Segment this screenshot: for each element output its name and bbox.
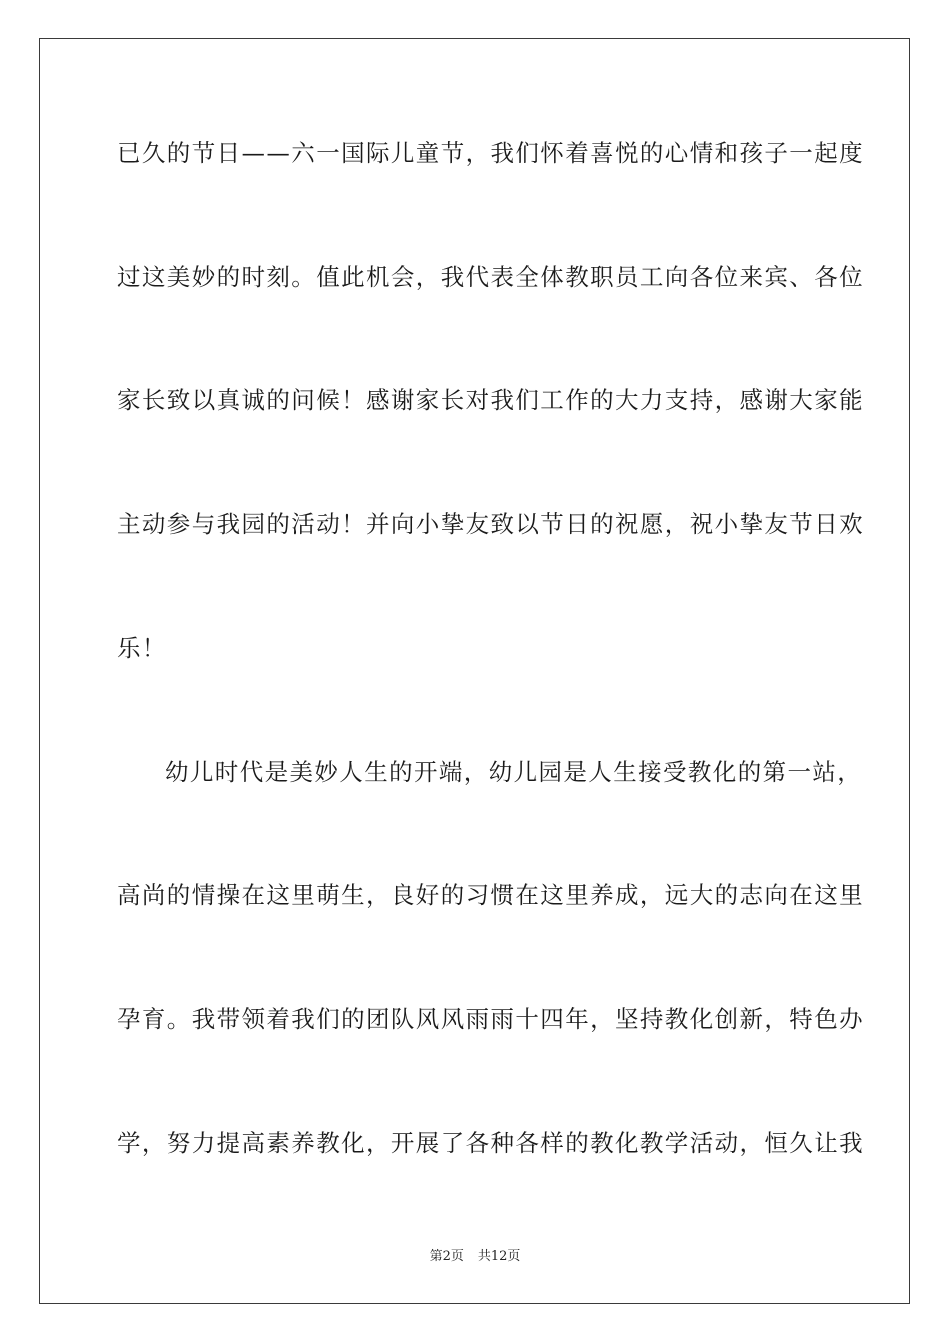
paragraph-line: 学，努力提高素养教化，开展了各种各样的教化教学活动，恒久让我 xyxy=(117,1129,864,1157)
page-number: 第2页 xyxy=(429,1249,464,1264)
page-total: 共12页 xyxy=(477,1249,521,1264)
paragraph-line: 乐！ xyxy=(117,634,167,662)
paragraph-line: 孕育。我带领着我们的团队风风雨雨十四年，坚持教化创新，特色办 xyxy=(117,1005,864,1033)
paragraph-line: 过这美妙的时刻。值此机会，我代表全体教职员工向各位来宾、各位 xyxy=(117,263,864,291)
paragraph-line: 主动参与我园的活动！并向小挚友致以节日的祝愿，祝小挚友节日欢 xyxy=(117,510,864,538)
paragraph-line: 已久的节日——六一国际儿童节，我们怀着喜悦的心情和孩子一起度 xyxy=(117,139,864,167)
paragraph-line: 家长致以真诚的问候！感谢家长对我们工作的大力支持，感谢大家能 xyxy=(117,386,864,414)
page-footer xyxy=(0,1248,950,1266)
paragraph-line: 高尚的情操在这里萌生，良好的习惯在这里养成，远大的志向在这里 xyxy=(117,881,864,909)
paragraph-line: 幼儿时代是美妙人生的开端，幼儿园是人生接受教化的第一站， xyxy=(165,758,863,786)
page-frame xyxy=(39,38,910,1304)
